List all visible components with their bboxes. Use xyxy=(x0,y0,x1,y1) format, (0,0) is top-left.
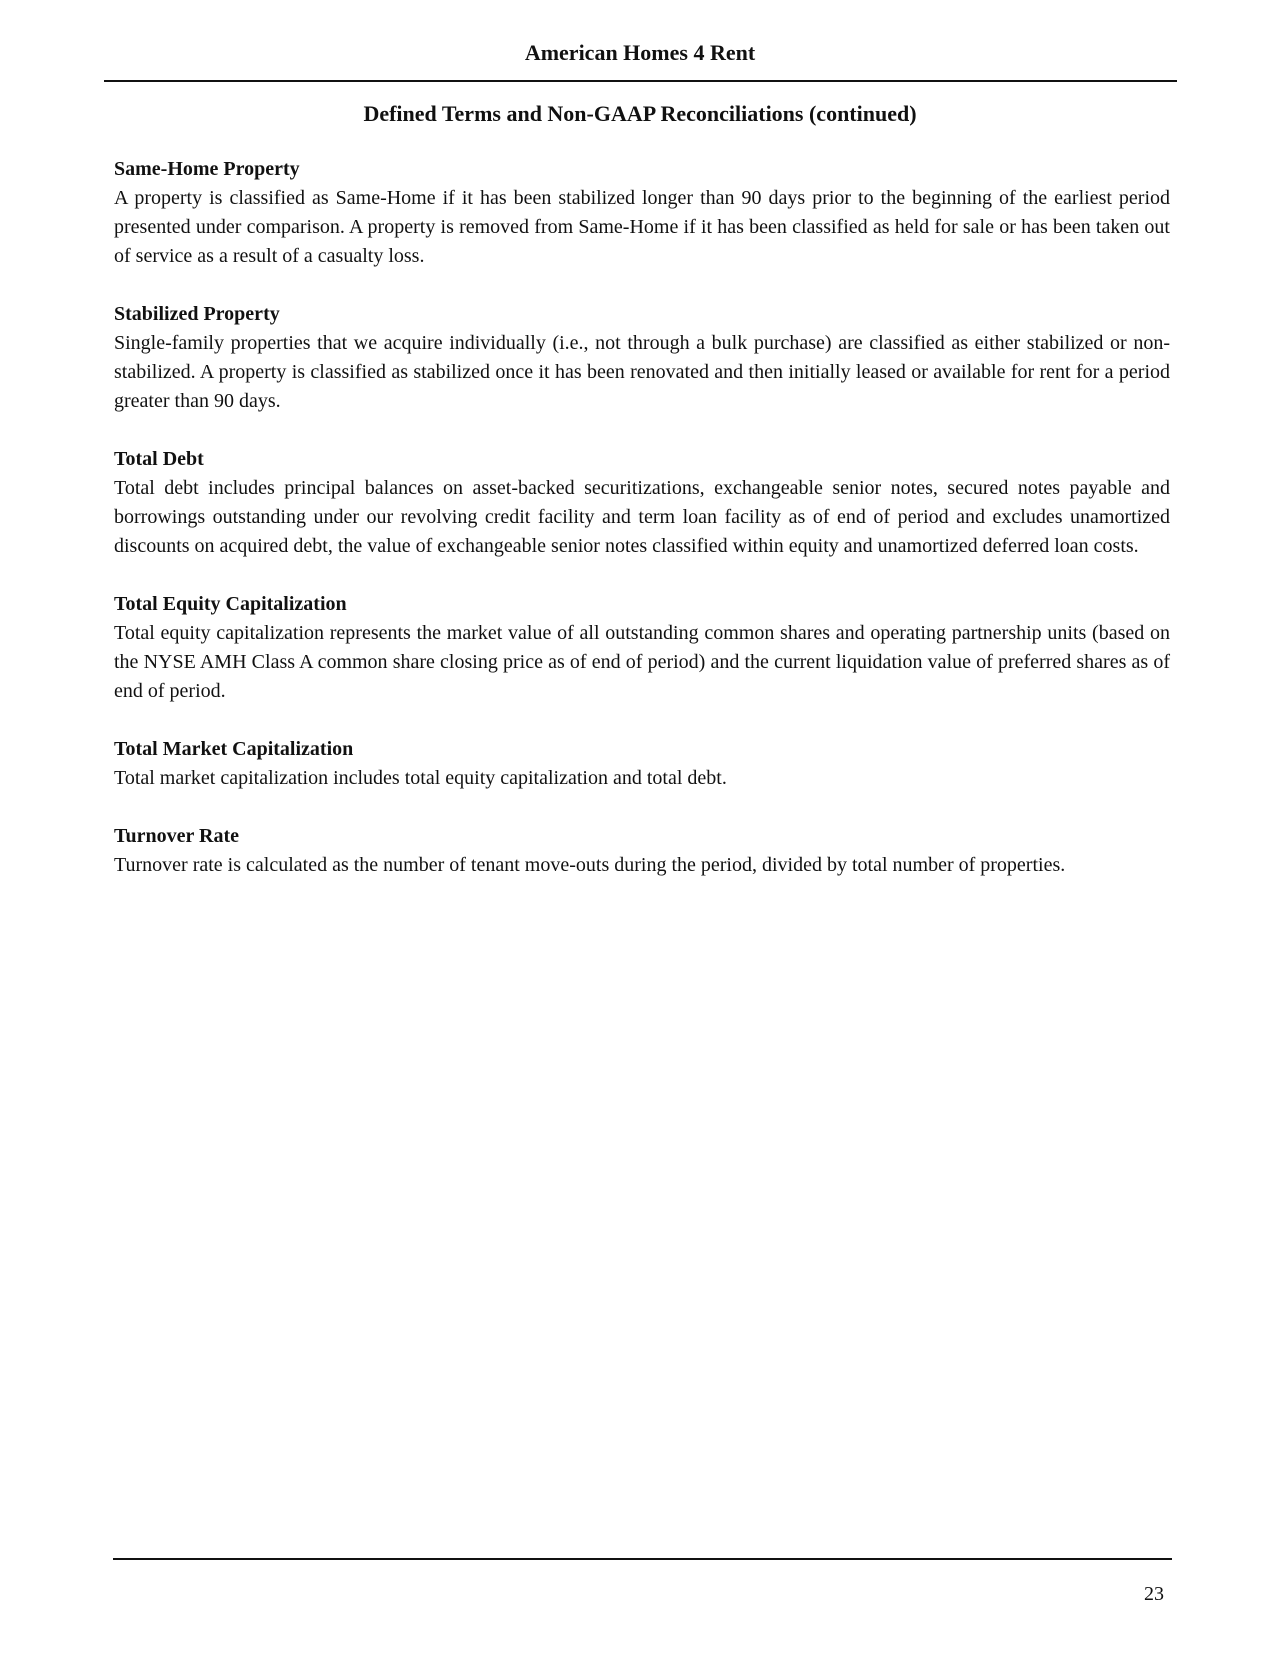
term-body: Turnover rate is calculated as the number of tenant move-outs during the period, divided by total number of properties. xyxy=(114,854,1066,876)
term-body: Total market capitalization includes total equity capitalization and total debt. xyxy=(114,767,727,789)
term-heading: Stabilized Property xyxy=(114,303,280,325)
term-heading: Total Market Capitalization xyxy=(114,738,354,760)
term-body: A property is classified as Same-Home if it has been stabilized longer than 90 days prior to the beginning of the earliest period presented under comparison. A property is removed from Same-Home if it has been classified as held for sale or has been taken out of service as a result of a casualty loss. xyxy=(114,187,1170,267)
footer-divider xyxy=(113,1558,1172,1560)
page-number: 23 xyxy=(1144,1583,1164,1605)
header-divider xyxy=(104,80,1177,82)
definitions-list xyxy=(114,155,1170,909)
term-body: Total equity capitalization represents the market value of all outstanding common shares and operating partnership units (based on the NYSE AMH Class A common share closing price as of end of period) and the current liquidation value of preferred shares as of end of period. xyxy=(114,622,1170,702)
term-heading: Total Equity Capitalization xyxy=(114,593,347,615)
definition-stabilized-property xyxy=(114,300,1170,416)
term-heading: Turnover Rate xyxy=(114,825,239,847)
page-title: Defined Terms and Non-GAAP Reconciliations (continued) xyxy=(363,101,917,126)
definition-total-debt xyxy=(114,445,1170,561)
definition-total-equity-capitalization xyxy=(114,590,1170,706)
term-body: Single-family properties that we acquire individually (i.e., not through a bulk purchase) are classified as either stabilized or non-stabilized. A property is classified as stabilized once it has been renovated and then initially leased or available for rent for a period greater than 90 days. xyxy=(114,332,1170,412)
term-heading: Same-Home Property xyxy=(114,158,300,180)
term-heading: Total Debt xyxy=(114,448,204,470)
definition-total-market-capitalization xyxy=(114,735,1170,793)
definition-same-home-property xyxy=(114,155,1170,271)
company-title: American Homes 4 Rent xyxy=(524,40,756,65)
definition-turnover-rate xyxy=(114,822,1170,880)
term-body: Total debt includes principal balances on asset-backed securitizations, exchangeable senior notes, secured notes payable and borrowings outstanding under our revolving credit facility and term loan facility as of end of period and excludes unamortized discounts on acquired debt, the value of exchangeable senior notes classified within equity and unamortized deferred loan costs. xyxy=(114,477,1170,557)
